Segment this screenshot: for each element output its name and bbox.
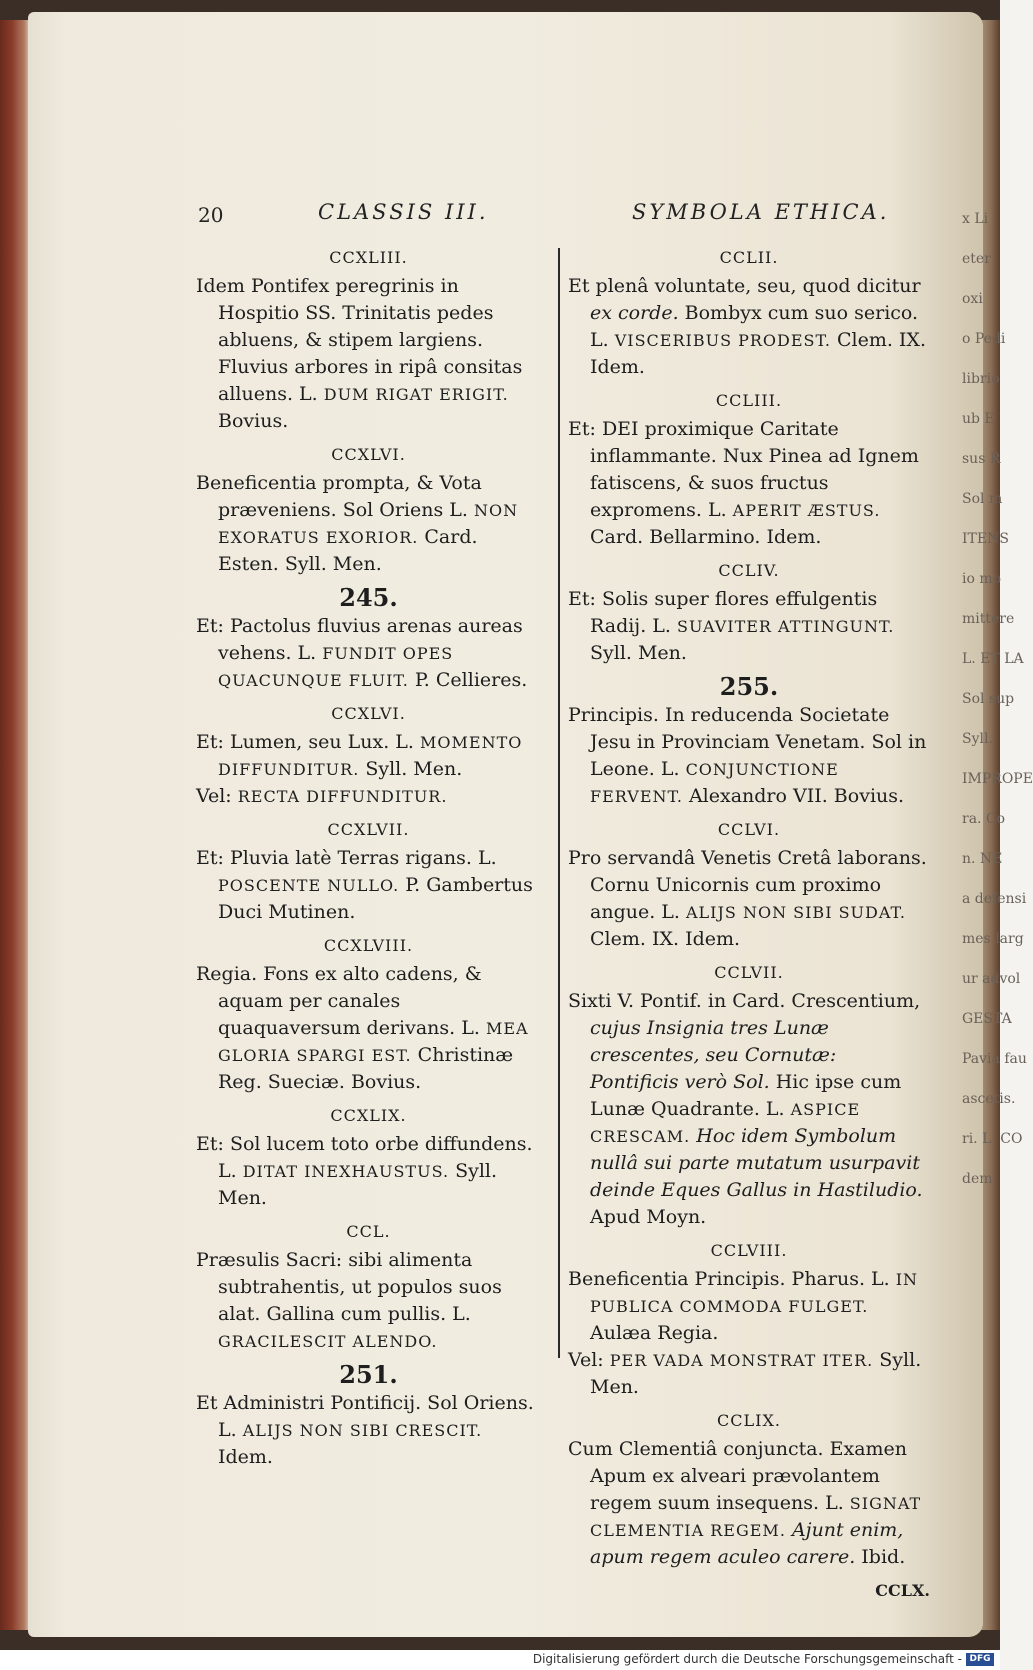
facing-page-fragment: Pavia fau bbox=[962, 1051, 1027, 1067]
entry-number: CCXLIX. bbox=[330, 1106, 407, 1125]
entry-text: Principis. In reducenda Societate Jesu in Provinciam Venetam. Sol in Leone. L. CONJUNCTIONE FERVENT. Alexandro VII. Bovius. bbox=[568, 704, 927, 807]
facing-page-fragment: mittere bbox=[962, 611, 1015, 627]
footer-bar bbox=[0, 1650, 1000, 1670]
facing-page-fragment: io mo bbox=[962, 571, 1002, 587]
facing-page-fragment: Syll. bbox=[962, 731, 993, 747]
entry-text: Idem Pontifex peregrinis in Hospitio SS. Trinitatis pedes abluens, & stipem largiens. Fluvius arbores in ripâ consitas alluens. L. DUM RIGAT ERIGIT. Bovius. bbox=[196, 275, 523, 432]
facing-page-fragment: sus R bbox=[962, 451, 1001, 467]
entry-text: Et: DEI proximique Caritate inflammante. Nux Pinea ad Ignem fatiscens, & suos fructus expromens. L. APERIT ÆSTUS. Card. Bellarmino. Idem. bbox=[568, 418, 919, 548]
entry-number: CCL. bbox=[346, 1222, 391, 1241]
entry-number: 251. bbox=[339, 1360, 398, 1389]
facing-page-fragment: eter bbox=[962, 251, 991, 267]
facing-page-fragment: L. ET LA bbox=[962, 651, 1024, 667]
facing-page-fragment: ri. L. CO bbox=[962, 1131, 1023, 1147]
entry-number: CCLVI. bbox=[717, 820, 781, 839]
dfg-logo: DFG bbox=[966, 1653, 994, 1666]
facing-page-fragment: ur advol bbox=[962, 971, 1021, 987]
page-number: 20 bbox=[198, 203, 224, 227]
entry-number: CCXLIII. bbox=[329, 248, 408, 267]
entry-text: Sixti V. Pontif. in Card. Crescentium, cujus Insignia tres Lunæ crescentes, seu Cornutæ: Pontificis verò Sol. Hic ipse cum Lunæ Quadrante. L. ASPICE CRESCAM. Hoc idem Symbolum nullâ sui parte mutatum usurpavit deinde Eques Gallus in Hastiludio. Apud Moyn. bbox=[568, 990, 923, 1228]
entry-text: Et plenâ voluntate, seu, quod dicitur ex corde. Bombyx cum suo serico. L. VISCERIBUS PRODEST. Clem. IX. Idem. bbox=[568, 275, 926, 378]
running-head-left: CLASSIS III. bbox=[318, 200, 489, 224]
entry-text: Beneficentia Principis. Pharus. L. IN PUBLICA COMMODA FULGET. Aulæa Regia. bbox=[568, 1268, 919, 1344]
entry-number: CCXLVI. bbox=[331, 445, 406, 464]
entry-text: Et: Solis super flores effulgentis Radij. L. SUAVITER ATTINGUNT. Syll. Men. bbox=[568, 588, 895, 664]
right-column bbox=[568, 240, 930, 1604]
entry-text: Vel: PER VADA MONSTRAT ITER. Syll. Men. bbox=[568, 1349, 922, 1398]
left-column bbox=[196, 240, 541, 1477]
facing-page-fragment: ascetis. bbox=[962, 1091, 1016, 1107]
facing-page-fragment: mes larg bbox=[962, 931, 1024, 947]
catchword: CCLX. bbox=[875, 1581, 930, 1600]
facing-page-fragment: librio bbox=[962, 371, 1000, 387]
facing-page-fragment: o Pedi bbox=[962, 331, 1006, 347]
column-divider bbox=[558, 248, 560, 1358]
facing-page-fragment: ub E bbox=[962, 411, 995, 427]
funding-notice: Digitalisierung gefördert durch die Deutsche Forschungsgemeinschaft - bbox=[532, 1652, 962, 1666]
facing-page-fragment: n. NE bbox=[962, 851, 1003, 867]
facing-page-fragment: Sol m bbox=[962, 491, 1003, 507]
entry-text: Pro servandâ Venetis Cretâ laborans. Cornu Unicornis cum proximo angue. L. ALIJS NON SIBI SUDAT. Clem. IX. Idem. bbox=[568, 847, 927, 950]
entry-number: CCXLVIII. bbox=[323, 936, 414, 955]
facing-page-fragment: IMPROPE bbox=[962, 771, 1033, 787]
facing-page-fragment: x Li bbox=[962, 211, 989, 227]
entry-text: Regia. Fons ex alto cadens, & aquam per canales quaquaversum derivans. L. MEA GLORIA SPARGI EST. Christinæ Reg. Sueciæ. Bovius. bbox=[196, 963, 529, 1093]
facing-page-fragment: Sol sup bbox=[962, 691, 1015, 707]
facing-page-fragment: oxi bbox=[962, 291, 983, 307]
book-page-edge bbox=[0, 20, 30, 1630]
entry-text: Cum Clementiâ conjuncta. Examen Apum ex alveari prævolantem regem suum insequens. L. SIGNAT CLEMENTIA REGEM. Ajunt enim, apum regem aculeo carere. Ibid. bbox=[568, 1438, 922, 1568]
entry-text: Et: Pluvia latè Terras rigans. L. POSCENTE NULLO. P. Gambertus Duci Mutinen. bbox=[196, 847, 533, 923]
facing-page-fragment: ITENS bbox=[962, 531, 1009, 547]
entry-text: Et Administri Pontificij. Sol Oriens. L. ALIJS NON SIBI CRESCIT. Idem. bbox=[196, 1392, 534, 1468]
entry-text: Et: Lumen, seu Lux. L. MOMENTO DIFFUNDITUR. Syll. Men. bbox=[196, 731, 523, 780]
entry-text: Beneficentia prompta, & Vota præveniens. Sol Oriens L. NON EXORATUS EXORIOR. Card. Esten. Syll. Men. bbox=[196, 472, 519, 575]
entry-number: 255. bbox=[719, 672, 779, 701]
entry-text: Et: Pactolus fluvius arenas aureas vehens. L. FUNDIT OPES QUACUNQUE FLUIT. P. Cellieres. bbox=[196, 615, 528, 691]
facing-page-fragment: GESTA bbox=[962, 1011, 1012, 1027]
facing-page-fragment: dem. bbox=[962, 1171, 997, 1187]
entry-number: CCLII. bbox=[719, 248, 779, 267]
entry-number: CCLVIII. bbox=[710, 1241, 788, 1260]
entry-number: CCLIV. bbox=[718, 561, 780, 580]
facing-page-fragment: a defensi bbox=[962, 891, 1027, 907]
entry-number: CCXLVI. bbox=[331, 704, 406, 723]
entry-text: Præsulis Sacri: sibi alimenta subtrahentis, ut populos suos alat. Gallina cum pullis. L. GRACILESCIT ALENDO. bbox=[196, 1249, 502, 1351]
entry-number: CCLIX. bbox=[717, 1411, 781, 1430]
entry-number: 245. bbox=[339, 583, 398, 612]
running-head-right: SYMBOLA ETHICA. bbox=[632, 200, 890, 224]
entry-text: Et: Sol lucem toto orbe diffundens. L. DITAT INEXHAUSTUS. Syll. Men. bbox=[196, 1133, 533, 1209]
entry-number: CCLIII. bbox=[715, 391, 783, 410]
entry-number: CCXLVII. bbox=[327, 820, 410, 839]
entry-text: Vel: RECTA DIFFUNDITUR. bbox=[196, 785, 448, 807]
entry-number: CCLVII. bbox=[714, 963, 784, 982]
facing-page-fragment: ra. Co bbox=[962, 811, 1006, 827]
